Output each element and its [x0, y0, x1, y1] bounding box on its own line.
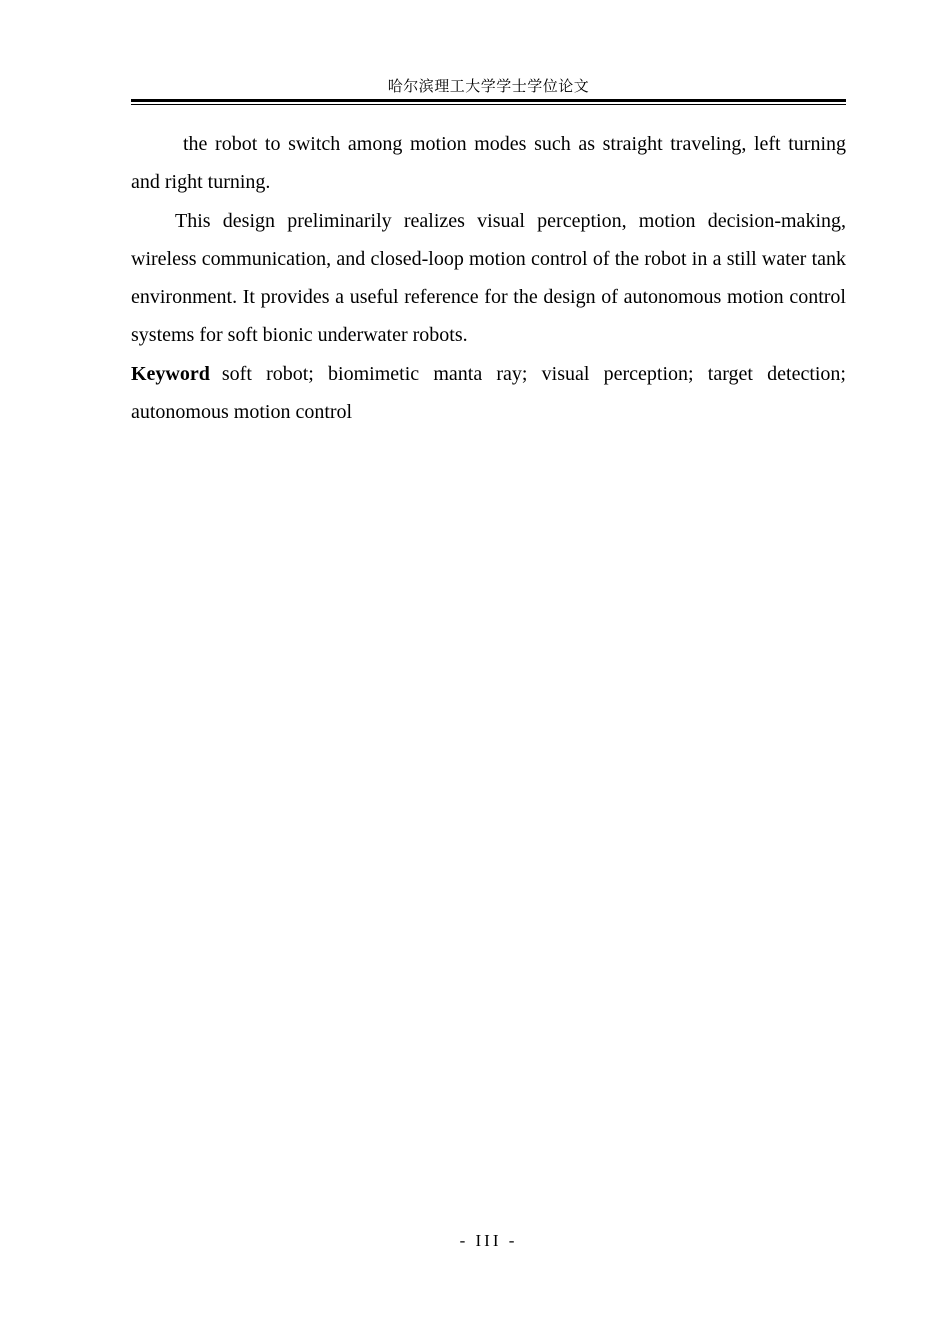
- paragraph-summary: This design preliminarily realizes visual perception, motion decision-making, wireless communication, and closed-loop motion control of the robot in a still water tank environment. It provides a useful reference for the design of autonomous motion control systems for soft bionic underwater robots.: [131, 209, 846, 347]
- page-number: - III -: [459, 1231, 518, 1250]
- header-rule-thick: [131, 99, 846, 102]
- page-header: 哈尔滨理工大学学士学位论文: [387, 79, 590, 95]
- keywords-label: Keyword: [131, 362, 210, 385]
- paragraph-continuation: the robot to switch among motion modes such as straight traveling, left turning and right turning.: [131, 133, 846, 194]
- abstract-body: [131, 125, 846, 431]
- header-rule-thin: [131, 104, 846, 105]
- keywords-line: [131, 355, 846, 432]
- keywords-text: soft robot; biomimetic manta ray; visual perception; target detection; autonomous motion control: [131, 362, 846, 424]
